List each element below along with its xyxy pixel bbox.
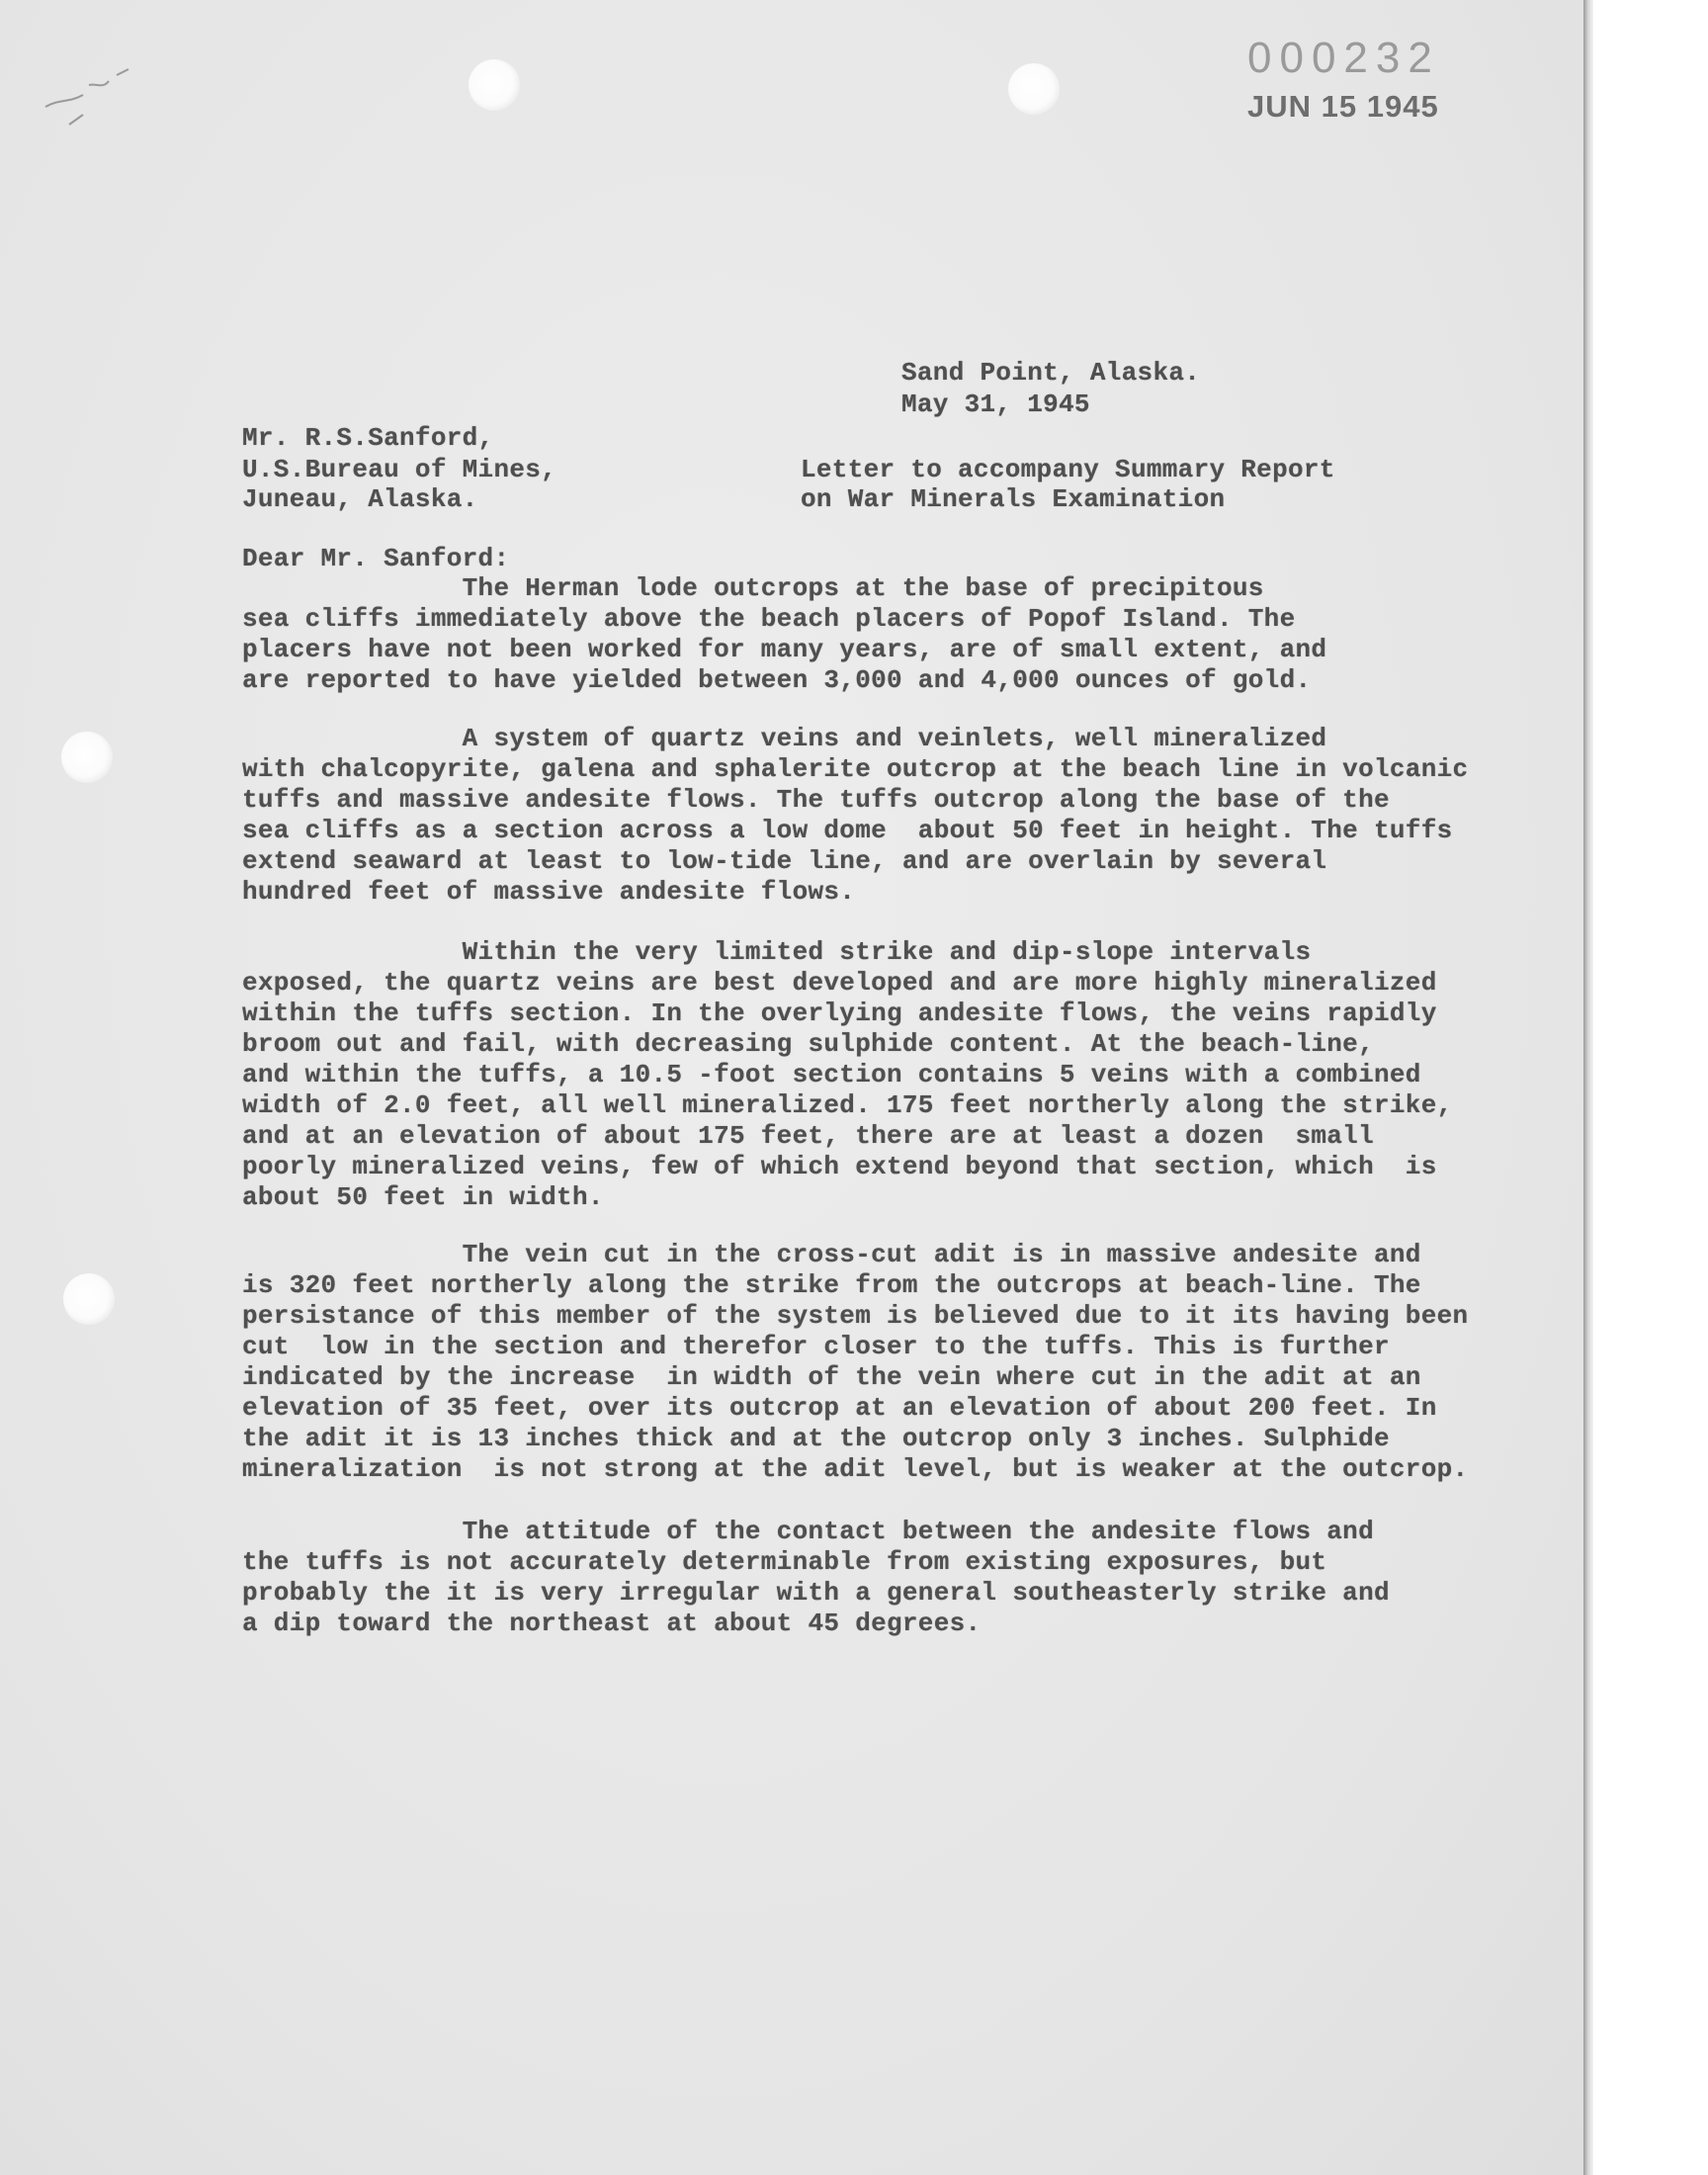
paragraph-line: sea cliffs immediately above the beach placers of Popof Island. The <box>242 604 1296 634</box>
paragraph-line: Within the very limited strike and dip-slope intervals <box>242 937 1312 967</box>
subject-line-2: on War Minerals Examination <box>801 484 1226 514</box>
paragraph-line: probably the it is very irregular with a general southeasterly strike and <box>242 1578 1390 1608</box>
addressee-name: Mr. R.S.Sanford, <box>242 423 494 453</box>
punch-hole-left-upper <box>61 732 113 783</box>
paragraph-4 <box>242 1240 1547 1485</box>
paragraph-line: mineralization is not strong at the adit level, but is weaker at the outcrop. <box>242 1454 1469 1484</box>
paragraph-line: poorly mineralized veins, few of which extend beyond that section, which is <box>242 1152 1437 1181</box>
paragraph-line: extend seaward at least to low-tide line, and are overlain by several <box>242 846 1327 876</box>
paragraph-line: width of 2.0 feet, all well mineralized. 175 feet northerly along the strike, <box>242 1090 1453 1120</box>
paragraph-2 <box>242 724 1547 908</box>
punch-hole-top-left <box>469 59 520 111</box>
paragraph-line: and at an elevation of about 175 feet, there are at least a dozen small <box>242 1121 1374 1151</box>
paragraph-line: The attitude of the contact between the andesite flows and <box>242 1517 1374 1546</box>
paragraph-line: a dip toward the northeast at about 45 degrees. <box>242 1609 982 1638</box>
pencil-scribble <box>40 55 148 145</box>
paragraph-line: elevation of 35 feet, over its outcrop at an elevation of about 200 feet. In <box>242 1393 1437 1423</box>
paragraph-1 <box>242 573 1547 696</box>
paragraph-3 <box>242 937 1547 1213</box>
paragraph-line: the adit it is 13 inches thick and at the outcrop only 3 inches. Sulphide <box>242 1424 1390 1453</box>
page-edge-shadow <box>1583 0 1593 2175</box>
paragraph-line: are reported to have yielded between 3,000 and 4,000 ounces of gold. <box>242 665 1312 695</box>
paragraph-5 <box>242 1517 1547 1639</box>
paragraph-line: The vein cut in the cross-cut adit is in massive andesite and <box>242 1240 1421 1269</box>
paragraph-line: about 50 feet in width. <box>242 1182 604 1212</box>
letter-date: May 31, 1945 <box>901 390 1090 419</box>
paragraph-line: cut low in the section and therefor closer to the tuffs. This is further <box>242 1332 1390 1361</box>
paragraph-line: tuffs and massive andesite flows. The tuffs outcrop along the base of the <box>242 785 1390 815</box>
paragraph-line: with chalcopyrite, galena and sphalerite outcrop at the beach line in volcanic <box>242 754 1469 784</box>
paragraph-line: hundred feet of massive andesite flows. <box>242 877 856 907</box>
punch-hole-top-right <box>1008 63 1060 115</box>
addressee-organization: U.S.Bureau of Mines, <box>242 455 557 484</box>
paragraph-line: broom out and fail, with decreasing sulphide content. At the beach-line, <box>242 1029 1374 1059</box>
paragraph-line: and within the tuffs, a 10.5 -foot section contains 5 veins with a combined <box>242 1060 1421 1089</box>
paragraph-line: exposed, the quartz veins are best developed and are more highly mineralized <box>242 968 1437 998</box>
paragraph-line: persistance of this member of the system is believed due to it its having been <box>242 1301 1469 1331</box>
punch-hole-left-lower <box>63 1273 115 1325</box>
addressee-city: Juneau, Alaska. <box>242 484 478 514</box>
paragraph-line: placers have not been worked for many years, are of small extent, and <box>242 635 1327 664</box>
paragraph-line: sea cliffs as a section across a low dome about 50 feet in height. The tuffs <box>242 816 1453 845</box>
received-date-stamp: JUN 15 1945 <box>1247 89 1439 124</box>
salutation: Dear Mr. Sanford: <box>242 544 510 573</box>
paragraph-line: within the tuffs section. In the overlying andesite flows, the veins rapidly <box>242 999 1437 1028</box>
paragraph-line: A system of quartz veins and veinlets, well mineralized <box>242 724 1327 753</box>
paragraph-line: the tuffs is not accurately determinable from existing exposures, but <box>242 1547 1327 1577</box>
sender-location: Sand Point, Alaska. <box>901 358 1201 388</box>
subject-line-1: Letter to accompany Summary Report <box>801 455 1335 484</box>
paragraph-line: is 320 feet northerly along the strike from the outcrops at beach-line. The <box>242 1270 1421 1300</box>
document-number-stamp: 000232 <box>1247 34 1440 82</box>
paragraph-line: indicated by the increase in width of the vein where cut in the adit at an <box>242 1362 1421 1392</box>
paragraph-line: The Herman lode outcrops at the base of precipitous <box>242 573 1264 603</box>
